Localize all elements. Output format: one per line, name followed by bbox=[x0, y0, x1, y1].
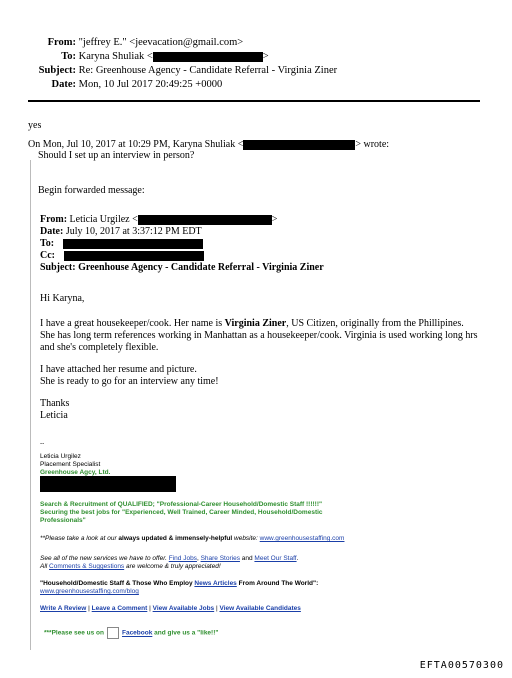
nav-sep: | bbox=[214, 605, 220, 612]
sig-company: Greenhouse Agcy, Ltd. bbox=[40, 469, 111, 476]
website-line bbox=[40, 535, 344, 543]
services-end: . bbox=[296, 555, 299, 562]
website-text-b: always updated & immensely-helpful bbox=[118, 535, 233, 542]
paragraph-1-line-2: She has long term references working in Manhattan as a housekeeper/cook. Virginia is used working long hrs bbox=[40, 330, 478, 341]
candidate-name: Virginia Ziner bbox=[224, 318, 287, 329]
header-to-value: Karyna Shuliak < bbox=[78, 51, 153, 62]
header-subject-value: Re: Greenhouse Agency - Candidate Referral - Virginia Ziner bbox=[78, 65, 338, 76]
header-to-label: To: bbox=[61, 51, 76, 62]
blog-link[interactable]: www.greenhousestaffing.com/blog bbox=[40, 588, 139, 595]
view-candidates-link[interactable]: View Available Candidates bbox=[219, 605, 301, 612]
sig-name: Leticia Urgilez bbox=[40, 453, 81, 460]
blog-line bbox=[40, 588, 139, 596]
paragraph-2-line-2: She is ready to go for an interview any time! bbox=[40, 376, 219, 387]
website-text-c: website: bbox=[232, 535, 260, 542]
find-jobs-link[interactable]: Find Jobs bbox=[168, 555, 197, 562]
header-date-row bbox=[28, 78, 222, 92]
redaction-box bbox=[64, 251, 204, 261]
facebook-link[interactable]: Facebook bbox=[121, 629, 153, 637]
tagline-line-2: Securing the best jobs for "Experienced, Well Trained, Career Minded, Household/Domestic bbox=[40, 509, 323, 516]
redaction-box bbox=[40, 476, 176, 492]
facebook-text-b: and give us a "like!!" bbox=[154, 629, 219, 637]
broken-image-icon bbox=[107, 627, 119, 639]
paragraph-1-line-1 bbox=[40, 318, 464, 331]
header-from-value: "jeffrey E." <jeevacation@gmail.com> bbox=[78, 37, 244, 48]
paragraph-2-line-1: I have attached her resume and picture. bbox=[40, 364, 197, 375]
fwd-from-label: From: bbox=[40, 214, 68, 225]
redaction-box bbox=[138, 215, 272, 225]
header-date-value: Mon, 10 Jul 2017 20:49:25 +0000 bbox=[78, 79, 223, 90]
header-from-row bbox=[28, 36, 243, 50]
greeting: Hi Karyna, bbox=[40, 293, 85, 304]
fwd-date-label: Date: bbox=[40, 226, 64, 237]
begin-forwarded: Begin forwarded message: bbox=[38, 185, 145, 196]
meet-staff-link[interactable]: Meet Our Staff bbox=[254, 555, 297, 562]
website-link[interactable]: www.greenhousestaffing.com bbox=[259, 535, 345, 542]
services-text: See all of the new services we have to offer. bbox=[40, 555, 169, 562]
fwd-from-value: Leticia Urgilez < bbox=[69, 214, 138, 225]
header-divider bbox=[28, 100, 480, 102]
attribution-prefix: On Mon, Jul 10, 2017 at 10:29 PM, Karyna Shuliak < bbox=[28, 139, 244, 150]
facebook-line bbox=[44, 627, 218, 639]
fwd-date-row bbox=[40, 226, 202, 238]
view-jobs-link[interactable]: View Available Jobs bbox=[152, 605, 215, 612]
nav-sep: | bbox=[86, 605, 92, 612]
header-to-row bbox=[28, 50, 269, 64]
comments-line bbox=[40, 563, 221, 571]
website-text-a: **Please take a look at our bbox=[40, 535, 119, 542]
facebook-text-a: ***Please see us on bbox=[44, 629, 104, 637]
paragraph-1-line-3: and she's completely flexible. bbox=[40, 342, 159, 353]
quoted-question: Should I set up an interview in person? bbox=[38, 150, 195, 161]
header-date-label: Date: bbox=[51, 79, 76, 90]
fwd-from-row bbox=[40, 214, 277, 226]
services-sep: , bbox=[196, 555, 201, 562]
fwd-to-label: To: bbox=[40, 238, 55, 249]
redaction-box bbox=[63, 239, 203, 249]
nav-links bbox=[40, 605, 301, 613]
document-id: EFTA00570300 bbox=[419, 660, 504, 671]
p1-text-a: I have a great housekeeper/cook. Her name is bbox=[40, 318, 225, 329]
thanks: Thanks bbox=[40, 398, 70, 409]
sig-dashes: -- bbox=[40, 440, 45, 447]
attribution-suffix: > wrote: bbox=[355, 139, 390, 150]
header-subject-row bbox=[28, 64, 337, 78]
news-text-a: "Household/Domestic Staff & Those Who Employ bbox=[40, 580, 195, 587]
write-review-link[interactable]: Write A Review bbox=[40, 605, 87, 612]
news-line bbox=[40, 580, 318, 588]
news-articles-link[interactable]: News Articles bbox=[194, 580, 237, 587]
comments-text-b: are welcome & truly appreciated! bbox=[124, 563, 221, 570]
fwd-date-value: July 10, 2017 at 3:37:12 PM EDT bbox=[65, 226, 202, 237]
p1-text-b: , US Citizen, originally from the Phillipines. bbox=[286, 318, 464, 329]
header-subject-label: Subject: bbox=[38, 65, 76, 76]
header-from-label: From: bbox=[47, 37, 76, 48]
fwd-to-row bbox=[40, 238, 203, 250]
comments-link[interactable]: Comments & Suggestions bbox=[49, 563, 125, 570]
comments-text-a: All bbox=[40, 563, 50, 570]
redaction-box bbox=[243, 140, 355, 150]
share-stories-link[interactable]: Share Stories bbox=[200, 555, 240, 562]
services-and: and bbox=[239, 555, 255, 562]
quote-indicator bbox=[30, 160, 31, 650]
nav-sep: | bbox=[147, 605, 153, 612]
fwd-cc-row bbox=[40, 250, 204, 262]
fwd-subject-value: Greenhouse Agency - Candidate Referral - Virginia Ziner bbox=[78, 262, 324, 273]
header-to-tail: > bbox=[262, 51, 269, 62]
reply-text: yes bbox=[28, 120, 42, 131]
tagline-line-1: Search & Recruitment of QUALIFIED; "Professional-Career Household/Domestic Staff !!!!!!" bbox=[40, 501, 323, 508]
leave-comment-link[interactable]: Leave a Comment bbox=[91, 605, 148, 612]
fwd-from-tail: > bbox=[271, 214, 278, 225]
fwd-subject-label: Subject: bbox=[40, 262, 76, 273]
redaction-box bbox=[153, 52, 263, 62]
tagline-line-3: Professionals" bbox=[40, 517, 86, 524]
signoff: Leticia bbox=[40, 410, 68, 421]
fwd-subject-row bbox=[40, 262, 324, 274]
sig-title: Placement Specialist bbox=[40, 461, 101, 468]
fwd-cc-label: Cc: bbox=[40, 250, 55, 261]
services-line bbox=[40, 555, 298, 563]
news-text-b: From Around The World": bbox=[236, 580, 319, 587]
